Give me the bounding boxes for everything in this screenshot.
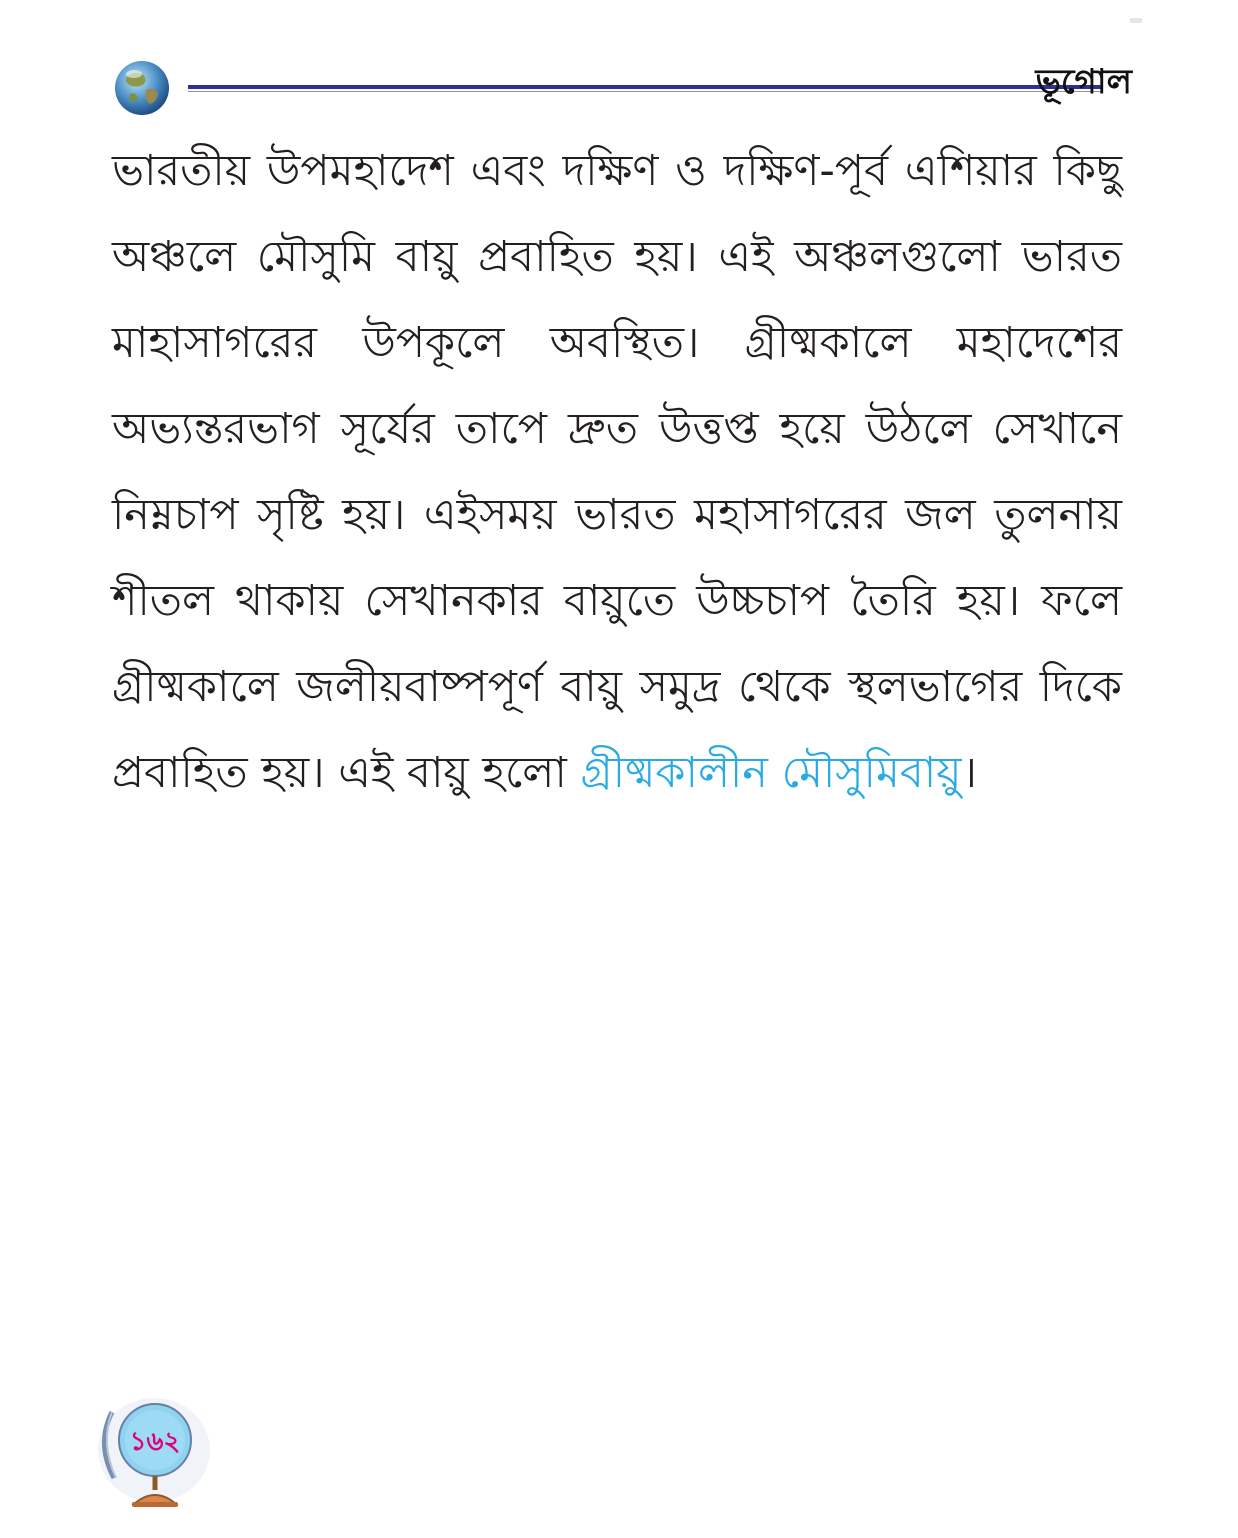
- paragraph-end-mark: ।: [961, 748, 977, 798]
- header-rule-shadow: [188, 91, 1102, 92]
- subject-title: ভূগোল: [1035, 62, 1132, 102]
- page-number: ১৬২: [129, 1427, 181, 1457]
- paragraph-main-text: ভারতীয় উপমহাদেশ এবং দক্ষিণ ও দক্ষিণ-পূর্ব এশিয়ার কিছু অঞ্চলে মৌসুমি বায়ু প্রবাহিত হয়। এই অঞ্চলগুলো ভারত মাহাসাগরের উপকূলে অবস্থিত। গ্রীষ্মকালে মহাদেশের অভ্যন্তরভাগ সূর্যের তাপে দ্রুত উত্তপ্ত হয়ে উঠলে সেখানে নিম্নচাপ সৃষ্টি হয়। এইসময় ভারত মহাসাগরের জল তুলনায় শীতল থাকায় সেখানকার বায়ুতে উচ্চচাপ তৈরি হয়। ফলে গ্রীষ্মকালে জলীয়বাষ্পপূর্ণ বায়ু সমুদ্র থেকে স্থলভাগের দিকে প্রবাহিত হয়। এই বায়ু হলো: [112, 146, 1122, 798]
- highlight-term: গ্রীষ্মকালীন মৌসুমিবায়ু: [580, 748, 962, 798]
- header-rule: [188, 85, 1102, 89]
- body-paragraph: [112, 128, 1122, 816]
- corner-mark: [1130, 18, 1142, 23]
- page-header: [112, 56, 1132, 120]
- globe-icon: [112, 58, 172, 118]
